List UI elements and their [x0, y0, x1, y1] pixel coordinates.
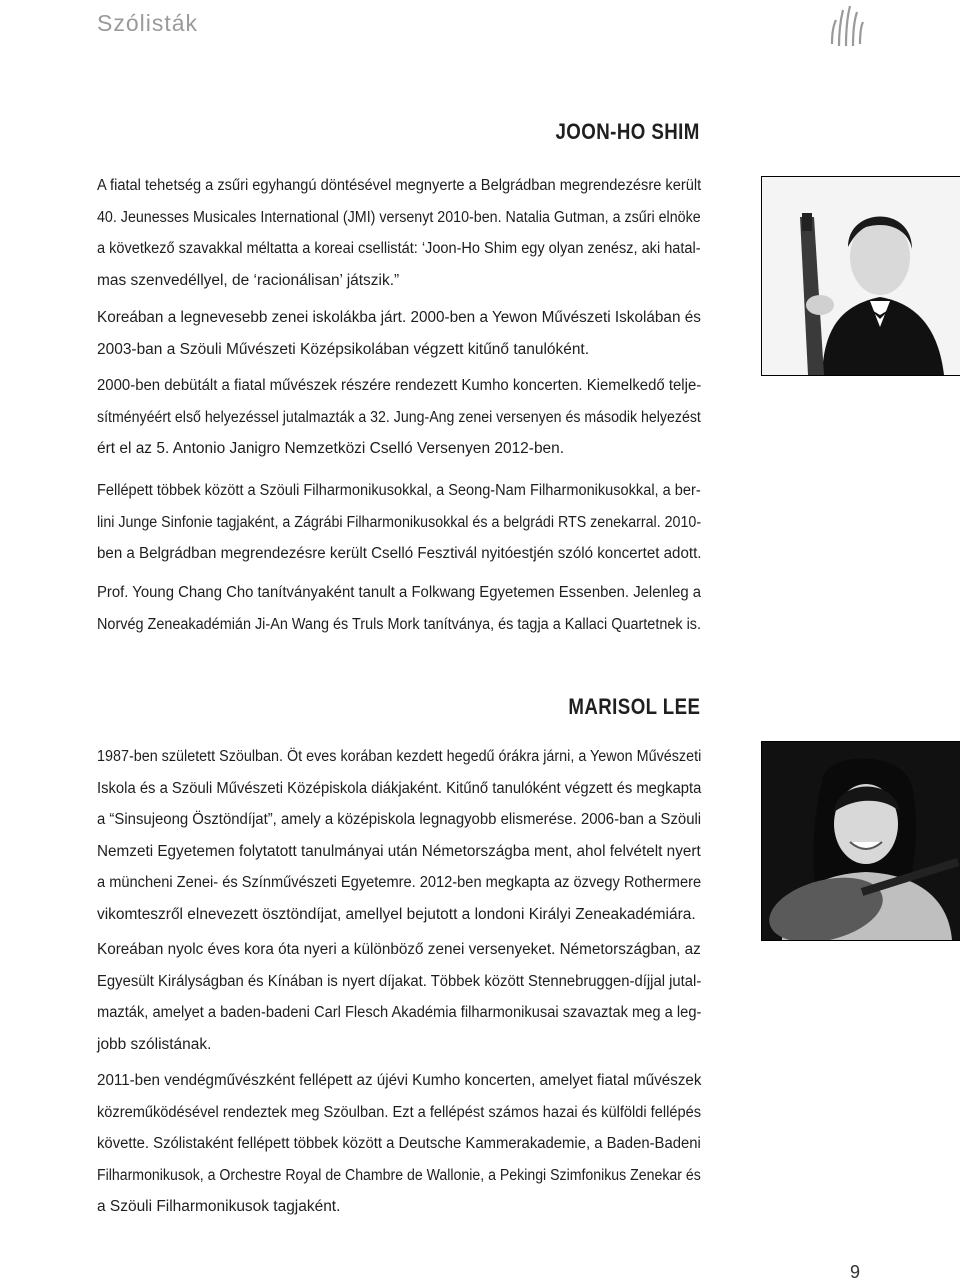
bio-paragraph-5: [97, 577, 702, 640]
bio-paragraph-4: [97, 475, 702, 570]
text-line: közreműködésével rendeztek meg Szöulban. Ezt a fellépést számos hazai és külföldi fellépés: [97, 1103, 702, 1121]
text-line: ben a Belgrádban megrendezésre került Cselló Fesztivál nyitóestjén szóló koncertet adott.: [97, 545, 702, 562]
text-line: Koreában a legnevesebb zenei iskolákba járt. 2000-ben a Yewon Művészeti Iskolában és: [97, 309, 701, 326]
text-line: jobb szólistának.: [97, 1035, 212, 1053]
cellist-portrait-image: [762, 177, 960, 375]
text-line: a “Sinsujeong Ösztöndíjat”, amely a középiskola legnagyobb elismerése. 2006-ban a Szöuli: [97, 811, 702, 828]
text-line: Iskola és a Szöuli Művészeti Középiskola diákjaként. Kitűnő tanulóként végzett és megkapta: [97, 779, 702, 797]
text-line: mazták, amelyet a baden-badeni Carl Flesch Akadémia filharmonikusai szavaztak meg a leg-: [97, 1004, 702, 1021]
text-line: sítményéért első helyezéssel jutalmazták a 32. Jung-Ang zenei versenyen és második helyezést: [97, 408, 701, 426]
organ-pipes-logo-icon: [826, 4, 866, 48]
section-title: Szólisták: [97, 10, 199, 36]
text-line: Filharmonikusok, a Orchestre Royal de Chambre de Wallonie, a Pekingi Szimfonikus Zenekar és: [97, 1166, 701, 1184]
text-line: vikomteszről elnevezett ösztöndíjat, amellyel bejutott a londoni Királyi Zeneakadémiára.: [97, 905, 696, 923]
text-line: Egyesült Királyságban és Kínában is nyert díjakat. Többek között Stennebruggen-díjjal jutal-: [97, 972, 702, 990]
bio-paragraph-2: [97, 302, 702, 365]
text-line: lini Junge Sinfonie tagjaként, a Zágrábi Filharmonikusokkal és a belgrádi RTS zenekarral. 2010-: [97, 513, 702, 531]
artist-photo-cellist: [761, 176, 960, 376]
artist-photo-violinist: [761, 741, 960, 941]
text-line: a következő szavakkal méltatta a koreai csellistát: ‘Joon-Ho Shim egy olyan zenész, aki hatal-: [97, 240, 701, 257]
text-line: Norvég Zeneakadémián Ji-An Wang és Truls Mork tanítványa, és tagja a Kallaci Quartetnek is.: [97, 615, 702, 633]
bio-paragraph-2: [97, 934, 702, 1060]
artist-name: JOON-HO SHIM: [555, 119, 700, 144]
bio-paragraph-3: [97, 370, 702, 465]
text-line: 2003-ban a Szöuli Művészeti Középsikolában végzett kitűnő tanulóként.: [97, 340, 590, 358]
text-line: 1987-ben született Szöulban. Öt eves korában kezdett hegedű órákra járni, a Yewon Művészeti: [97, 748, 702, 765]
text-line: a Szöuli Filharmonikusok tagjaként.: [97, 1198, 341, 1215]
text-line: a müncheni Zenei- és Színművészeti Egyetemre. 2012-ben megkapta az özvegy Rothermere: [97, 874, 702, 891]
text-line: 2011-ben vendégművészként fellépett az újévi Kumho koncerten, amelyet fiatal művészek: [97, 1072, 702, 1089]
text-line: ért el az 5. Antonio Janigro Nemzetközi Cselló Versenyen 2012-ben.: [97, 440, 565, 457]
text-line: mas szenvedéllyel, de ‘racionálisan’ játszik.”: [97, 271, 400, 289]
text-line: 40. Jeunesses Musicales International (JMI) versenyt 2010-ben. Natalia Gutman, a zsűri elnöke: [97, 208, 701, 226]
text-line: 2000-ben debütált a fiatal művészek részére rendezett Kumho koncerten. Kiemelkedő telje-: [97, 377, 702, 394]
text-line: Fellépett többek között a Szöuli Filharmonikusokkal, a Seong-Nam Filharmonikusokkal, a ber-: [97, 482, 701, 499]
text-line: követte. Szólistaként fellépett többek között a Deutsche Kammerakademie, a Baden-Badeni: [97, 1135, 701, 1152]
text-line: Nemzeti Egyetemen folytatott tanulmányai után Németországba ment, ahol felvételt nyert: [97, 842, 701, 860]
text-line: Koreában nyolc éves kora óta nyeri a különböző zenei versenyeket. Németországban, az: [97, 941, 701, 958]
bio-paragraph-1: [97, 741, 702, 930]
bio-paragraph-1: [97, 170, 702, 296]
artist-name: MARISOL LEE: [567, 694, 700, 719]
text-line: A fiatal tehetség a zsűri egyhangú döntésével megnyerte a Belgrádban megrendezésre került: [97, 177, 702, 194]
bio-paragraph-3: [97, 1065, 702, 1223]
page-number: 9: [850, 1262, 861, 1282]
text-line: Prof. Young Chang Cho tanítványaként tanult a Folkwang Egyetemen Essenben. Jelenleg a: [97, 584, 702, 601]
violinist-portrait-image: [762, 742, 960, 940]
